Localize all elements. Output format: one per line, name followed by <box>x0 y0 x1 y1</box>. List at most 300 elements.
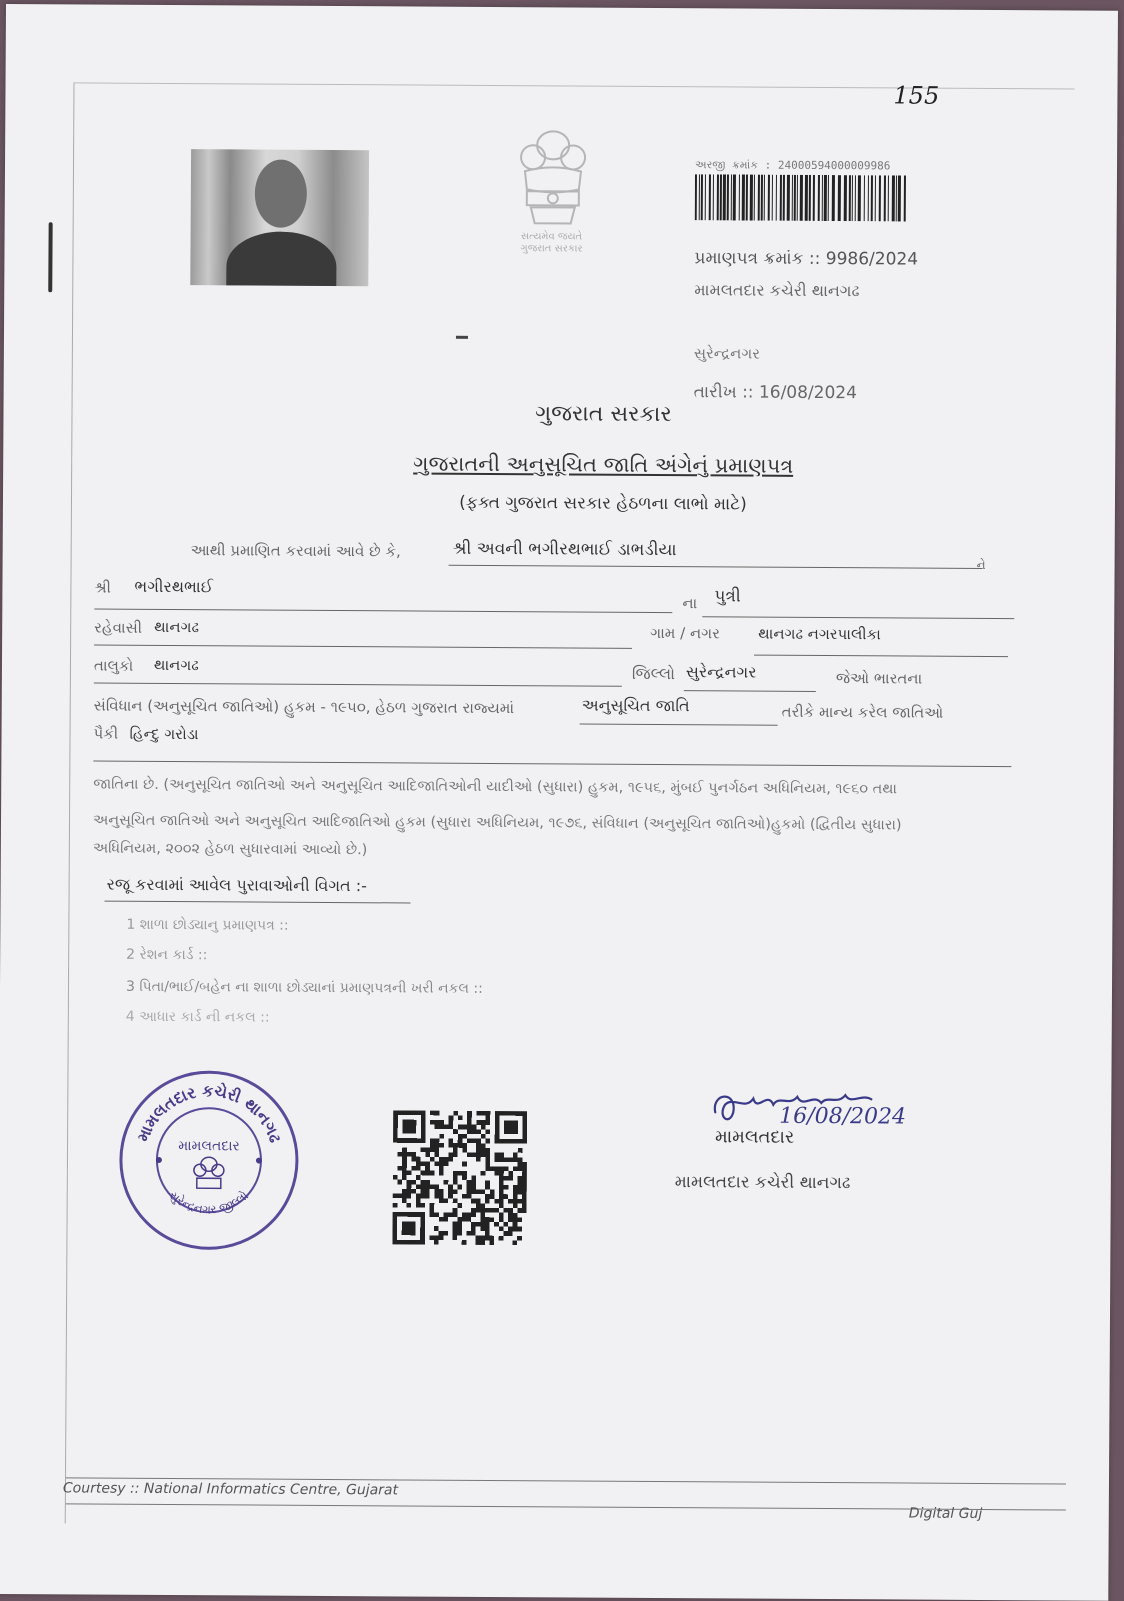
qr-module <box>481 1111 486 1116</box>
qr-module <box>439 1217 444 1222</box>
applicant-name: શ્રી અવની ભગીરથભાઈ ડાભડીયા <box>452 538 677 561</box>
taluka-label: તાલુકો <box>93 656 134 675</box>
qr-module <box>467 1212 472 1217</box>
qr-code-icon <box>392 1110 527 1245</box>
qr-module <box>499 1203 504 1208</box>
certificate-paper <box>0 4 1118 1601</box>
qr-module <box>485 1180 490 1185</box>
qr-module <box>485 1194 490 1199</box>
qr-module <box>471 1231 476 1236</box>
qr-module <box>430 1208 435 1213</box>
qr-module <box>420 1184 425 1189</box>
qr-module <box>439 1166 444 1171</box>
qr-module <box>420 1203 425 1208</box>
qr-module <box>462 1134 467 1139</box>
qr-module <box>420 1194 425 1199</box>
legal-para-line-2: અનુસૂચિત જાતિઓ અને અનુસૂચિત આદિજાતિઓ હુકમ (સુધારા અધિનિયમ, ૧૯૭૬, સંવિધાન (અનુસૂચિત જાતિઓ)હુકમો (દ્વિતીય સુધારા) <box>92 812 902 834</box>
qr-module <box>513 1194 518 1199</box>
qr-module <box>513 1204 518 1209</box>
qr-module <box>425 1148 430 1153</box>
qr-module <box>416 1203 421 1208</box>
qr-module <box>443 1212 448 1217</box>
qr-module <box>448 1152 453 1157</box>
qr-module <box>439 1235 444 1240</box>
qr-module <box>430 1203 435 1208</box>
qr-module <box>522 1167 527 1172</box>
qr-module <box>439 1120 444 1125</box>
qr-module <box>508 1199 513 1204</box>
qr-module <box>453 1143 458 1148</box>
barcode-bar <box>761 175 763 221</box>
qr-module <box>462 1171 467 1176</box>
qr-module <box>476 1157 481 1162</box>
qr-module <box>490 1194 495 1199</box>
signatory-title: મામલતદાર <box>715 1126 795 1148</box>
qr-module <box>499 1236 504 1241</box>
qr-module <box>489 1240 494 1245</box>
barcode-bar <box>695 174 697 220</box>
qr-module <box>416 1175 421 1180</box>
qr-module <box>476 1111 481 1116</box>
qr-module <box>513 1167 518 1172</box>
qr-module <box>485 1157 490 1162</box>
qr-module <box>434 1185 439 1190</box>
qr-module <box>522 1199 527 1204</box>
qr-module <box>481 1120 486 1125</box>
qr-module <box>439 1189 444 1194</box>
resident-label: રહેવાસી <box>94 618 143 637</box>
qr-module <box>458 1134 463 1139</box>
qr-module <box>462 1162 467 1167</box>
qr-module <box>467 1194 472 1199</box>
qr-module <box>425 1152 430 1157</box>
qr-module <box>435 1143 440 1148</box>
district-label: જિલ્લો <box>631 663 676 684</box>
barcode-bar <box>800 175 803 221</box>
qr-module <box>522 1171 527 1176</box>
qr-module <box>508 1157 513 1162</box>
qr-module <box>499 1176 504 1181</box>
barcode-bar <box>855 175 856 221</box>
qr-module <box>508 1227 513 1232</box>
qr-module <box>430 1138 435 1143</box>
qr-module <box>402 1161 407 1166</box>
recognized-text: તરીકે માન્ય કરેલ જાતિઓ <box>781 702 944 722</box>
qr-module <box>480 1226 485 1231</box>
qr-module <box>453 1111 458 1116</box>
qr-module <box>434 1240 439 1245</box>
qr-module <box>485 1222 490 1227</box>
handwritten-page-number: 155 <box>893 81 940 110</box>
qr-module <box>457 1203 462 1208</box>
qr-module <box>453 1180 458 1185</box>
footer-digital-gujarat: Digital Guj <box>908 1505 983 1522</box>
qr-module <box>503 1222 508 1227</box>
qr-module <box>453 1231 458 1236</box>
dash-mark <box>456 336 468 339</box>
barcode-bar <box>772 175 773 221</box>
qr-module <box>411 1166 416 1171</box>
village-label: ગામ / નગર <box>650 623 720 643</box>
qr-module <box>434 1226 439 1231</box>
photo-body <box>226 231 336 286</box>
qr-module <box>495 1153 500 1158</box>
qr-module <box>513 1217 518 1222</box>
qr-module <box>481 1143 486 1148</box>
barcode-bar <box>701 174 703 220</box>
qr-module <box>499 1171 504 1176</box>
qr-module <box>508 1176 513 1181</box>
clip-mark <box>48 222 52 292</box>
qr-module <box>499 1213 504 1218</box>
qr-module <box>476 1208 481 1213</box>
barcode-bar <box>813 175 815 221</box>
qr-module <box>402 1120 416 1134</box>
qr-module <box>430 1148 435 1153</box>
qr-module <box>435 1148 440 1153</box>
qr-module <box>517 1227 522 1232</box>
qr-module <box>443 1231 448 1236</box>
qr-module <box>472 1139 477 1144</box>
qr-module <box>513 1240 518 1245</box>
qr-module <box>402 1175 407 1180</box>
qr-module <box>444 1162 449 1167</box>
qr-module <box>480 1203 485 1208</box>
qr-module <box>480 1240 485 1245</box>
qr-module <box>504 1157 509 1162</box>
barcode-bar <box>822 175 823 221</box>
qr-module <box>481 1171 486 1176</box>
taluka-value: થાનગઢ <box>153 655 199 675</box>
barcode-bar <box>828 175 829 221</box>
qr-module <box>476 1240 481 1245</box>
barcode-bar <box>797 175 798 221</box>
qr-module <box>485 1185 490 1190</box>
legal-para-line-3: અધિનિયમ, ૨૦૦૨ હેઠળ સુધારવામાં આવ્યો છે.) <box>92 840 368 859</box>
certify-prefix: આથી પ્રમાણિત કરવામાં આવે છે કે, <box>190 541 401 561</box>
village-value: થાનગઢ નગરપાલીકા <box>758 624 881 644</box>
barcode-bar <box>768 175 770 221</box>
qr-module <box>453 1148 458 1153</box>
qr-module <box>397 1180 402 1185</box>
qr-module <box>481 1153 486 1158</box>
qr-module <box>518 1148 523 1153</box>
barcode-bar <box>852 175 853 221</box>
barcode-bar <box>875 175 876 221</box>
barcode-bar <box>750 175 753 221</box>
qr-module <box>453 1152 458 1157</box>
issuing-office: મામલતદાર કચેરી થાનગઢ <box>694 280 860 301</box>
qr-module <box>425 1161 430 1166</box>
qr-module <box>453 1189 458 1194</box>
qr-module <box>439 1198 444 1203</box>
qr-module <box>504 1208 509 1213</box>
qr-module <box>517 1236 522 1241</box>
qr-module <box>393 1194 398 1199</box>
qr-module <box>489 1236 494 1241</box>
qr-module <box>439 1171 444 1176</box>
qr-module <box>448 1138 453 1143</box>
qr-module <box>466 1231 471 1236</box>
qr-module <box>476 1189 481 1194</box>
barcode-bar <box>792 175 793 221</box>
qr-module <box>517 1199 522 1204</box>
certificate-frame <box>62 82 1075 1529</box>
qr-module <box>457 1217 462 1222</box>
qr-module <box>448 1185 453 1190</box>
barcode-bar <box>754 175 755 221</box>
qr-module <box>467 1115 472 1120</box>
caste-value: હિન્દુ ગરોડા <box>129 724 199 744</box>
qr-module <box>425 1185 430 1190</box>
qr-module <box>517 1217 522 1222</box>
qr-module <box>485 1199 490 1204</box>
na-label: ના <box>682 594 698 613</box>
relation: પુત્રી <box>714 586 741 607</box>
qr-module <box>402 1189 407 1194</box>
qr-module <box>467 1125 472 1130</box>
emblem-motto: સત્યમેવ જયતે <box>520 231 583 243</box>
qr-module <box>434 1161 439 1166</box>
qr-module <box>522 1185 527 1190</box>
qr-module <box>462 1143 467 1148</box>
qr-module <box>462 1217 467 1222</box>
qr-module <box>458 1115 463 1120</box>
qr-module <box>522 1180 527 1185</box>
qr-module <box>467 1111 472 1116</box>
qr-module <box>453 1171 458 1176</box>
qr-module <box>416 1157 421 1162</box>
qr-module <box>458 1143 463 1148</box>
emblem-caption <box>496 231 606 256</box>
certificate-title: ગુજરાતની અનુસૂચિત જાતિ અંગેનું પ્રમાણપત્ર <box>413 451 794 478</box>
qr-module <box>435 1120 440 1125</box>
qr-module <box>435 1111 440 1116</box>
qr-module <box>393 1203 398 1208</box>
qr-module <box>439 1231 444 1236</box>
issuing-city: સુરેન્દ્રનગર <box>693 344 761 363</box>
qr-module <box>522 1194 527 1199</box>
barcode-bar <box>727 174 729 220</box>
barcode-bar <box>824 175 827 221</box>
qr-module <box>504 1176 509 1181</box>
qr-module <box>504 1120 518 1134</box>
qr-module <box>430 1212 435 1217</box>
qr-module <box>402 1157 407 1162</box>
signatory-office: મામલતદાર કચેરી થાનગઢ <box>674 1172 851 1194</box>
applicant-photo <box>190 149 369 286</box>
qr-module <box>439 1194 444 1199</box>
qr-module <box>471 1180 476 1185</box>
qr-module <box>508 1217 513 1222</box>
barcode-bar <box>731 174 732 220</box>
qr-module <box>480 1222 485 1227</box>
qr-module <box>435 1125 440 1130</box>
qr-module <box>411 1189 416 1194</box>
qr-module <box>434 1235 439 1240</box>
qr-module <box>471 1176 476 1181</box>
qr-module <box>402 1198 407 1203</box>
qr-module <box>444 1125 449 1130</box>
qr-module <box>513 1153 518 1158</box>
qr-module <box>416 1166 421 1171</box>
qr-module <box>480 1208 485 1213</box>
qr-module <box>476 1143 481 1148</box>
qr-module <box>444 1180 449 1185</box>
qr-module <box>467 1152 472 1157</box>
qr-module <box>472 1129 477 1134</box>
qr-module <box>453 1212 458 1217</box>
qr-module <box>485 1162 490 1167</box>
qr-module <box>444 1157 449 1162</box>
qr-module <box>425 1189 430 1194</box>
barcode-bar <box>705 174 706 220</box>
qr-module <box>457 1222 462 1227</box>
barcode-bar <box>739 174 740 220</box>
qr-module <box>407 1152 412 1157</box>
qr-module <box>439 1161 444 1166</box>
qr-module <box>453 1226 458 1231</box>
qr-module <box>518 1167 523 1172</box>
qr-module <box>434 1212 439 1217</box>
qr-module <box>402 1171 407 1176</box>
district-value: સુરેન્દ્રનગર <box>685 662 757 682</box>
qr-module <box>499 1180 504 1185</box>
barcode-bar <box>758 175 760 221</box>
qr-module <box>402 1152 407 1157</box>
qr-module <box>485 1148 490 1153</box>
qr-module <box>457 1231 462 1236</box>
qr-module <box>398 1152 403 1157</box>
barcode-bar <box>723 174 726 220</box>
qr-module <box>407 1189 412 1194</box>
qr-module <box>467 1189 472 1194</box>
barcode-bar <box>699 174 700 220</box>
qr-module <box>504 1185 509 1190</box>
qr-module <box>453 1236 458 1241</box>
qr-module <box>416 1184 421 1189</box>
qr-module <box>467 1120 472 1125</box>
emblem-gov-label: ગુજરાત સરકાર <box>520 243 583 255</box>
qr-module <box>490 1217 495 1222</box>
qr-module <box>425 1194 430 1199</box>
qr-module <box>449 1125 454 1130</box>
barcode-bar <box>818 175 820 221</box>
qr-module <box>393 1175 398 1180</box>
qr-module <box>495 1171 500 1176</box>
qr-module <box>439 1143 444 1148</box>
resident-value: થાનગઢ <box>154 617 200 637</box>
barcode-bar <box>898 175 901 221</box>
qr-module <box>494 1199 499 1204</box>
qr-module <box>434 1189 439 1194</box>
qr-module <box>467 1185 472 1190</box>
qr-module <box>476 1222 481 1227</box>
qr-module <box>508 1208 513 1213</box>
qr-module <box>499 1194 504 1199</box>
qr-module <box>420 1189 425 1194</box>
qr-module <box>485 1217 490 1222</box>
qr-module <box>508 1231 513 1236</box>
qr-module <box>453 1222 458 1227</box>
barcode-bar <box>864 175 865 221</box>
qr-module <box>416 1198 421 1203</box>
qr-module <box>481 1134 486 1139</box>
barcode-bar <box>709 174 711 220</box>
qr-module <box>421 1171 426 1176</box>
barcode-bar <box>838 175 841 221</box>
barcode-bar <box>783 175 785 221</box>
evidence-heading: રજૂ કરવામાં આવેલ પુરાવાઓની વિગત :- <box>106 874 367 896</box>
qr-module <box>476 1203 481 1208</box>
qr-module <box>499 1185 504 1190</box>
qr-module <box>490 1190 495 1195</box>
barcode-bar <box>780 175 782 221</box>
qr-module <box>499 1199 504 1204</box>
qr-module <box>430 1171 435 1176</box>
qr-module <box>425 1166 430 1171</box>
qr-module <box>518 1180 523 1185</box>
certificate-subtitle: (ફક્ત ગુજરાત સરકાર હેઠળના લાભો માટે) <box>459 492 747 515</box>
qr-module <box>508 1213 513 1218</box>
qr-module <box>458 1139 463 1144</box>
barcode-bar <box>858 175 861 221</box>
evidence-item: 2 રેશન કાર્ડ :: <box>126 946 208 964</box>
qr-module <box>485 1153 490 1158</box>
qr-module <box>486 1129 491 1134</box>
qr-module <box>476 1139 481 1144</box>
barcode-bar <box>832 175 835 221</box>
qr-module <box>513 1222 518 1227</box>
qr-module <box>411 1157 416 1162</box>
barcode-bar <box>892 175 895 221</box>
barcode-icon <box>695 174 907 221</box>
qr-module <box>407 1203 412 1208</box>
qr-module <box>504 1167 509 1172</box>
qr-module <box>508 1171 513 1176</box>
qr-module <box>462 1194 467 1199</box>
qr-module <box>522 1208 527 1213</box>
barcode-bar <box>794 175 796 221</box>
qr-module <box>513 1227 518 1232</box>
qr-module <box>486 1111 491 1116</box>
qr-module <box>513 1190 518 1195</box>
qr-module <box>486 1116 491 1121</box>
qr-module <box>490 1208 495 1213</box>
qr-module <box>425 1180 430 1185</box>
qr-module <box>407 1194 412 1199</box>
qr-module <box>397 1194 402 1199</box>
qr-module <box>402 1221 416 1235</box>
qr-module <box>522 1190 527 1195</box>
qr-module <box>476 1236 481 1241</box>
photo-head <box>255 160 307 228</box>
qr-module <box>398 1166 403 1171</box>
qr-module <box>435 1138 440 1143</box>
order-text: સંવિધાન (અનુસૂચિત જાતિઓ) હુકમ - ૧૯૫૦, હેઠળ ગુજરાત રાજ્યમાં <box>93 696 515 718</box>
barcode-bar <box>776 175 777 221</box>
qr-module <box>411 1180 416 1185</box>
qr-module <box>439 1125 444 1130</box>
qr-module <box>402 1147 407 1152</box>
barcode-bar <box>884 175 886 221</box>
qr-module <box>448 1157 453 1162</box>
qr-module <box>490 1166 495 1171</box>
qr-module <box>480 1213 485 1218</box>
qr-module <box>407 1184 412 1189</box>
qr-module <box>421 1148 426 1153</box>
qr-module <box>402 1166 407 1171</box>
